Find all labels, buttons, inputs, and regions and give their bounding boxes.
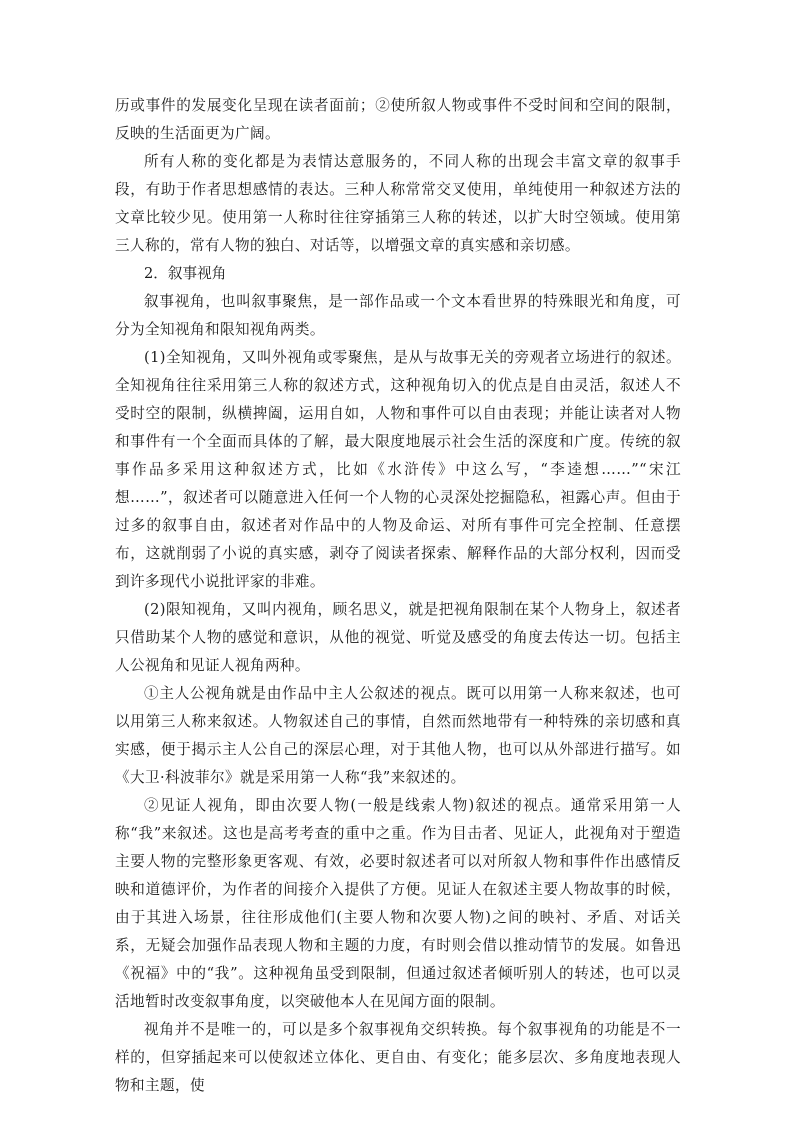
paragraph-perspective-definition: 叙事视角，也叫叙事聚焦，是一部作品或一个文本看世界的特殊眼光和角度，可分为全知视角和限知视角两类。 xyxy=(115,293,681,338)
document-page xyxy=(115,92,681,1100)
paragraph-multiple-perspectives: 视角并不是唯一的，可以是多个叙事视角交织转换。每个叙事视角的功能是不一样的，但穿插起来可以使叙述立体化、更自由、有变化；能多层次、多角度地表现人物和主题，使 xyxy=(115,1021,681,1094)
paragraph-protagonist-perspective: ①主人公视角就是由作品中主人公叙述的视点。既可以用第一人称来叙述，也可以用第三人称来叙述。人物叙述自己的事情，自然而然地带有一种特殊的亲切感和真实感，便于揭示主人公自己的深层心理，对于其他人物，也可以从外部进行描写。如《大卫·科波菲尔》就是采用第一人称“我”来叙述的。 xyxy=(115,685,681,786)
paragraph-omniscient-perspective: (1)全知视角，又叫外视角或零聚焦，是从与故事无关的旁观者立场进行的叙述。全知视角往往采用第三人称的叙述方式，这种视角切入的优点是自由灵活，叙述人不受时空的限制，纵横捭阖，运用自如，人物和事件可以自由表现；并能让读者对人物和事件有一个全面而具体的了解，最大限度地展示社会生活的深度和广度。传统的叙事作品多采用这种叙述方式，比如《水浒传》中这么写，“李逵想……”“宋江想……”，叙述者可以随意进入任何一个人物的心灵深处挖掘隐私，袒露心声。但由于过多的叙事自由，叙述者对作品中的人物及命运、对所有事件可完全控制、任意摆布，这就削弱了小说的真实感，剥夺了阅读者探索、解释作品的大部分权利，因而受到许多现代小说批评家的非难。 xyxy=(115,349,681,590)
paragraph-continued: 历或事件的发展变化呈现在读者面前；②使所叙人物或事件不受时间和空间的限制，反映的生活面更为广阔。 xyxy=(115,97,681,142)
paragraph-witness-perspective: ②见证人视角，即由次要人物(一般是线索人物)叙述的视点。通常采用第一人称“我”来叙述。这也是高考考查的重中之重。作为目击者、见证人，此视角对于塑造主要人物的完整形象更客观、有效，必要时叙述者可以对所叙人物和事件作出感情反映和道德评价，为作者的间接介入提供了方便。见证人在叙述主要人物故事的时候，由于其进入场景，往往形成他们(主要人物和次要人物)之间的映衬、矛盾、对话关系，无疑会加强作品表现人物和主题的力度，有时则会借以推动情节的发展。如鲁迅《祝福》中的“我”。这种视角虽受到限制，但通过叙述者倾听别人的转述，也可以灵活地暂时改变叙事角度，以突破他本人在见闻方面的限制。 xyxy=(115,797,681,1010)
paragraph-limited-perspective: (2)限知视角，又叫内视角，顾名思义，就是把视角限制在某个人物身上，叙述者只借助某个人物的感觉和意识，从他的视觉、听觉及感受的角度去传达一切。包括主人公视角和见证人视角两种。 xyxy=(115,601,681,674)
section-heading-narrative-perspective: 2．叙事视角 xyxy=(144,265,227,282)
paragraph-person-changes: 所有人称的变化都是为表情达意服务的，不同人称的出现会丰富文章的叙事手段，有助于作者思想感情的表达。三种人称常常交叉使用，单纯使用一种叙述方法的文章比较少见。使用第一人称时往往穿插第三人称的转述，以扩大时空领域。使用第三人称的，常有人物的独白、对话等，以增强文章的真实感和亲切感。 xyxy=(115,153,681,254)
